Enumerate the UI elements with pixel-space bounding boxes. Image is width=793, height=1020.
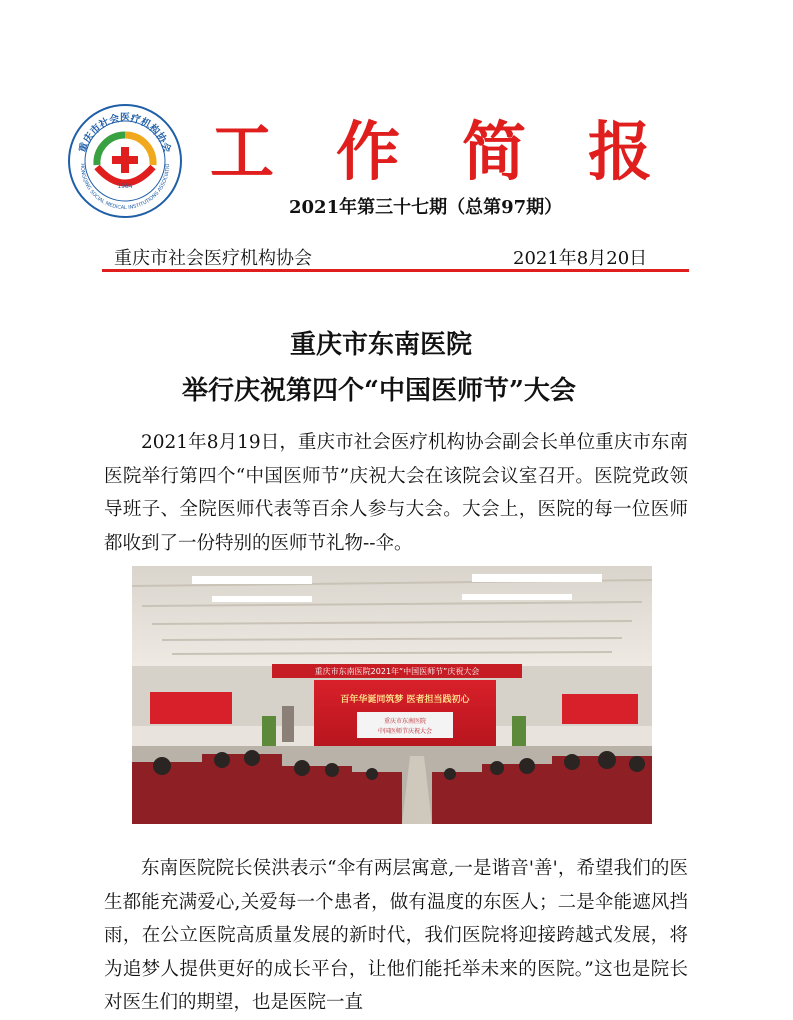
logo-year: 1984 xyxy=(117,183,133,190)
logo-text-bottom: HONGQING SOCIAL MEDICAL INSTITUTIONS ASSOCIATIO xyxy=(78,163,172,212)
article-title-line1: 重庆市东南医院 xyxy=(290,330,473,360)
logo-text-top: 重庆市社会医疗机构协会 xyxy=(77,113,173,155)
event-photo xyxy=(132,566,652,824)
issue-number: 2021年第三十七期（总第97期） xyxy=(289,197,563,218)
article-paragraph-2: 东南医院院长侯洪表示“伞有两层寓意,一是谐音'善'，希望我们的医生都能充满爱心,关爱每一个患者，做有温度的东医人；二是伞能遮风挡雨，在公立医院高质量发展的新时代，我们医院将迎接跨越式发展，将为追梦人提供更好的成长平台，让他们能托举未来的医院。”这也是院长对医生们的期望，也是医院一直 xyxy=(104,858,688,1013)
article-paragraph-1: 2021年8月19日，重庆市社会医疗机构协会副会长单位重庆市东南医院举行第四个“中国医师节”庆祝大会在该院会议室召开。医院党政领导班子、全院医师代表等百余人参与大会。大会上，医院的每一位医师都收到了一份特别的医师节礼物--伞。 xyxy=(104,432,688,554)
left-side-screen xyxy=(150,692,232,724)
screen-line-1: 百年华诞同筑梦 医者担当践初心 xyxy=(340,695,470,705)
organization-name: 重庆市社会医疗机构协会 xyxy=(114,248,312,269)
banner-top-text: 重庆市东南医院2021年“中国医师节”庆祝大会 xyxy=(314,667,480,676)
masthead-title: 工作简报 xyxy=(210,116,714,190)
association-logo xyxy=(67,103,183,219)
screen-line-3: 中国医师节庆祝大会 xyxy=(377,728,433,735)
right-side-screen xyxy=(562,694,638,724)
article-title-line2: 举行庆祝第四个“中国医师节”大会 xyxy=(182,376,576,406)
header-divider xyxy=(102,269,689,272)
screen-line-2: 重庆市东南医院 xyxy=(383,718,427,725)
publish-date: 2021年8月20日 xyxy=(513,248,648,269)
